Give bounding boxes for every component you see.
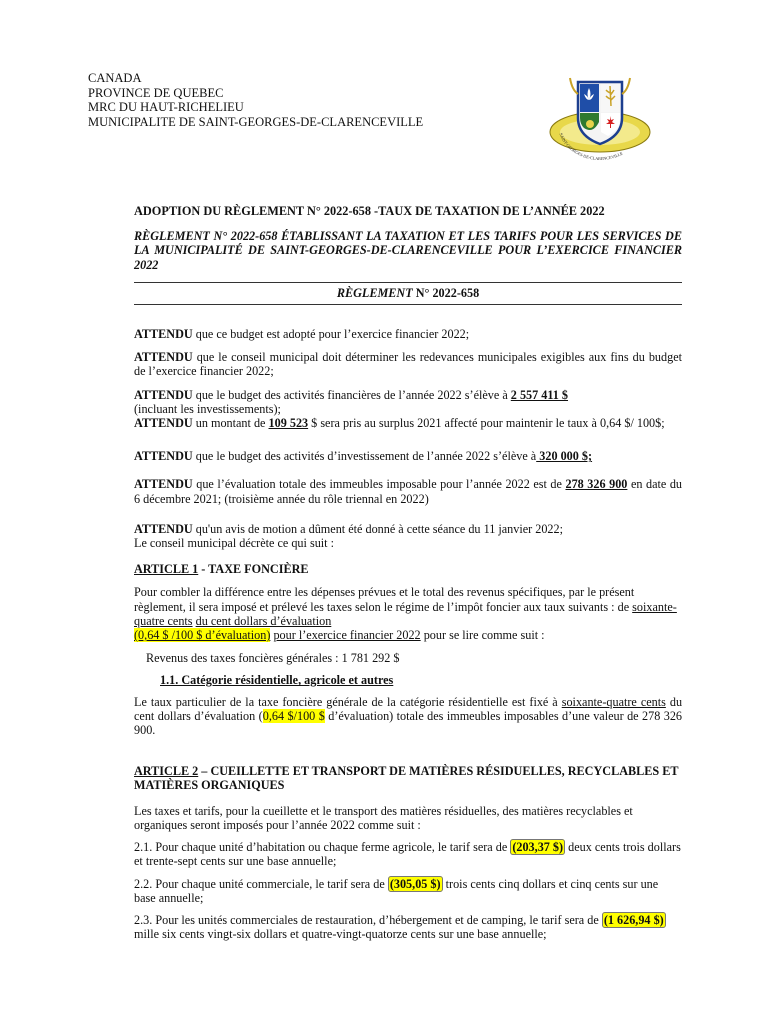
municipal-crest-logo <box>548 72 652 168</box>
attendu-1: ATTENDU que ce budget est adopté pour l’exercice financier 2022; <box>134 327 470 342</box>
document-subtitle: RÈGLEMENT N° 2022-658 ÉTABLISSANT LA TAXATION ET LES TARIFS POUR LES SERVICES DE LA MUNICIPALITÉ DE SAINT-GEORGES-DE-CLARENCEVILLE POUR L’EXERCICE FINANCIER 2022 <box>134 229 682 272</box>
section-1-1-heading: 1.1. Catégorie résidentielle, agricole et autres <box>160 673 394 688</box>
header-line-province: PROVINCE DE QUEBEC <box>88 85 224 100</box>
section-1-1-paragraph: Le taux particulier de la taxe foncière générale de la catégorie résidentielle est fixé à soixante-quatre cents du cent dollars d’évaluation (0,64 $/100 $ d’évaluation) totale des immeubles imposables d’une valeur de 278 326 900. <box>134 694 683 738</box>
residential-rate-highlight: 0,64 $/100 $ <box>262 708 325 723</box>
reglement-label: RÈGLEMENT <box>336 285 413 300</box>
decree-line: Le conseil municipal décrète ce qui suit : <box>134 536 335 551</box>
header-line-mrc: MRC DU HAUT-RICHELIEU <box>88 100 244 114</box>
article-2-intro: Les taxes et tarifs, pour la cueillette et le transport des matières résiduelles, des matières recyclables et organiques seront imposés pour l’année 2022 comme suit : <box>134 803 633 832</box>
attendu-6: ATTENDU que l’évaluation totale des immeubles imposable pour l’année 2022 est de 278 326 900 en date du 6 décembre 2021; (troisième année du rôle triennal en 2022) <box>134 477 683 506</box>
tarif-commercial-amount: (305,05 $) <box>389 876 441 891</box>
attendu-7: ATTENDU qu'un avis de motion a dûment été donné à cette séance du 11 janvier 2022; <box>134 521 563 536</box>
attendu-2: ATTENDU que le conseil municipal doit déterminer les redevances municipales exigibles aux fins du budget de l’exercice financier 2022; <box>134 350 682 379</box>
investment-amount: 320 000 $; <box>536 449 593 464</box>
evaluation-amount: 278 326 900 <box>565 477 628 492</box>
attendu-3: ATTENDU que le budget des activités financières de l’année 2022 s’élève à 2 557 411 $ (incluant les investissements); <box>134 387 569 416</box>
municipality-header <box>88 71 423 129</box>
article-2-heading: ARTICLE 2 – CUEILLETTE ET TRANSPORT DE MATIÈRES RÉSIDUELLES, RECYCLABLES ET MATIÈRES ORGANIQUES <box>134 764 679 793</box>
document-title: ADOPTION DU RÈGLEMENT N° 2022-658 -TAUX DE TAXATION DE L’ANNÉE 2022 <box>134 204 605 218</box>
surplus-amount: 109 523 <box>268 416 309 431</box>
article-1-heading: ARTICLE 1 - TAXE FONCIÈRE <box>134 562 309 577</box>
tarif-restauration-amount: (1 626,94 $) <box>603 912 664 927</box>
attendu-4: ATTENDU un montant de 109 523 $ sera pris au surplus 2021 affecté pour maintenir le taux à 0,64 $/ 100$; <box>134 416 665 431</box>
tarif-2-2: 2.2. Pour chaque unité commerciale, le tarif sera de (305,05 $) trois cents cinq dollars et cinq cents sur une base annuelle; <box>134 876 659 905</box>
tarif-2-1: 2.1. Pour chaque unité d’habitation ou chaque ferme agricole, le tarif sera de (203,37 $) deux cents trois dollars et trente-sept cents sur une base annuelle; <box>134 840 681 869</box>
logo-ring-text: SAINT-GEORGES-DE-CLARENCEVILLE <box>558 132 624 162</box>
tarif-2-3: 2.3. Pour les unités commerciales de restauration, d’hébergement et de camping, le tarif sera de (1 626,94 $) mille six cents vingt-six dollars et quatre-vingt-quatorze cents sur une base annuelle; <box>134 912 664 942</box>
reglement-banner <box>134 282 682 305</box>
header-line-municipality: MUNICIPALITE DE SAINT-GEORGES-DE-CLARENCEVILLE <box>88 114 424 129</box>
tarif-habitation-amount: (203,37 $) <box>512 840 564 855</box>
tax-rate-highlight: (0,64 $ /100 $ d’évaluation) <box>134 628 271 643</box>
article-1-paragraph: Pour combler la différence entre les dépenses prévues et le total des revenus spécifiques, par le présent règlement, il sera imposé et prélevé les taxes selon le régime de l’impôt foncier aux taux suivants : de soixante-quatre cents du cent dollars d’évaluation (0,64 $ /100 $ d’évaluation) pour l’exercice financier 2022 pour se lire comme suit : <box>134 585 677 643</box>
reglement-number: N° 2022-658 <box>415 285 480 300</box>
revenus-line: Revenus des taxes foncières générales : 1 781 292 $ <box>146 651 400 666</box>
budget-amount: 2 557 411 $ <box>510 387 569 402</box>
attendu-5: ATTENDU que le budget des activités d’investissement de l’année 2022 s’élève à 320 000 $; <box>134 449 593 464</box>
header-line-country: CANADA <box>88 71 142 85</box>
